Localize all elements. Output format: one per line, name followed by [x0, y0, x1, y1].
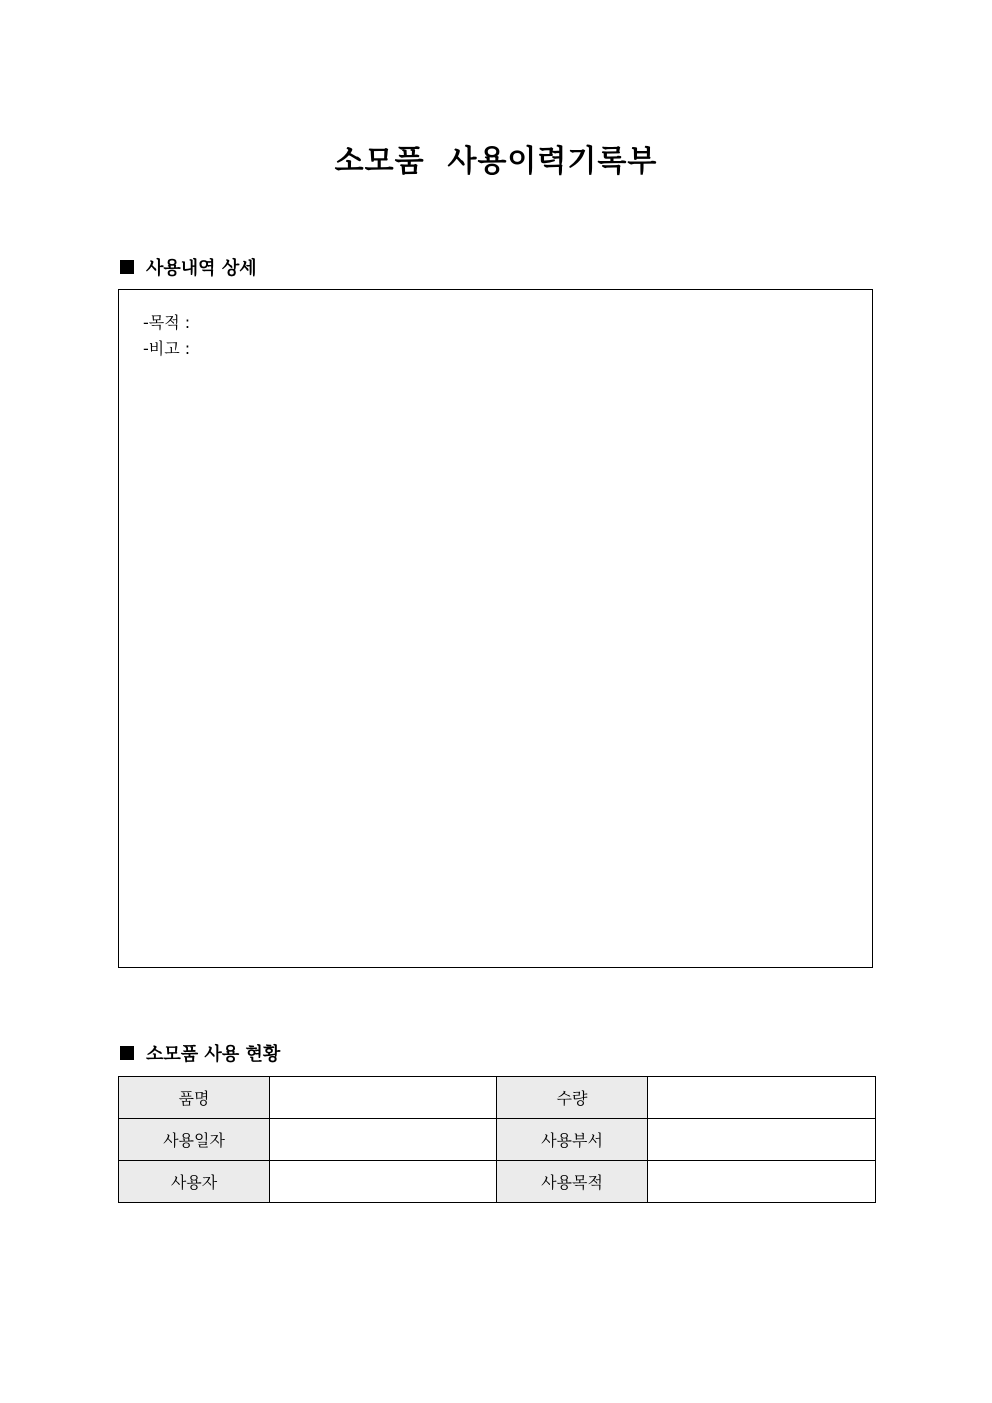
usage-date-label: 사용일자 — [119, 1119, 270, 1161]
department-value[interactable] — [648, 1119, 876, 1161]
section-heading-status — [120, 1040, 280, 1066]
remarks-line: -비고 : — [143, 339, 191, 358]
section-heading-detail — [120, 254, 257, 280]
purpose-line: -목적 : — [143, 313, 191, 332]
table-row — [119, 1119, 876, 1161]
item-name-label: 품명 — [119, 1077, 270, 1119]
section-heading-label: 소모품 사용 현황 — [146, 1044, 281, 1065]
detail-box[interactable] — [118, 289, 873, 968]
section-heading-label: 사용내역 상세 — [146, 258, 257, 279]
usage-status-table — [118, 1076, 876, 1203]
detail-lines — [143, 310, 190, 362]
usage-date-value[interactable] — [270, 1119, 497, 1161]
usage-purpose-value[interactable] — [648, 1161, 876, 1203]
square-bullet-icon — [120, 260, 134, 274]
quantity-label: 수량 — [497, 1077, 648, 1119]
user-label: 사용자 — [119, 1161, 270, 1203]
table-row — [119, 1077, 876, 1119]
table-row — [119, 1161, 876, 1203]
department-label: 사용부서 — [497, 1119, 648, 1161]
page-title: 소모품 사용이력기록부 — [334, 144, 658, 179]
usage-purpose-label: 사용목적 — [497, 1161, 648, 1203]
square-bullet-icon — [120, 1046, 134, 1060]
quantity-value[interactable] — [648, 1077, 876, 1119]
user-value[interactable] — [270, 1161, 497, 1203]
item-name-value[interactable] — [270, 1077, 497, 1119]
